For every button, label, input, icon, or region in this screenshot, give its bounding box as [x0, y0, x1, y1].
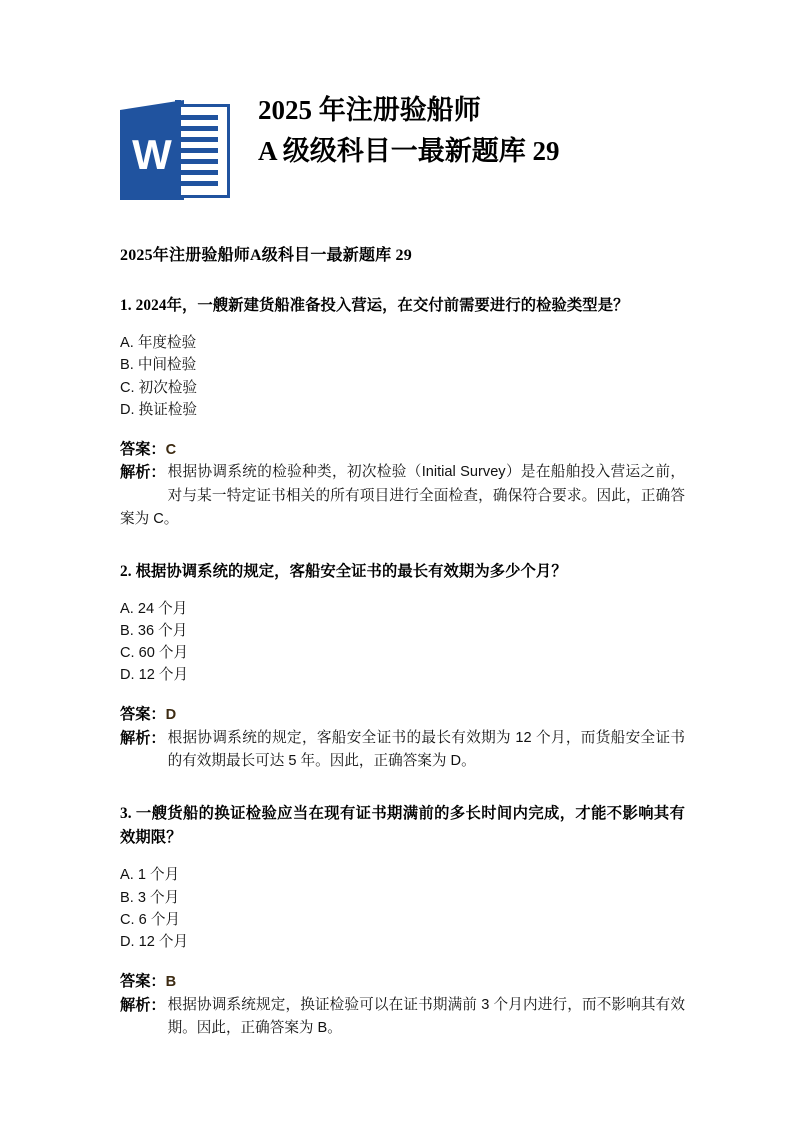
explanation-label: 解析：	[120, 996, 166, 1014]
option-list	[120, 598, 685, 687]
option-c[interactable]: C. 6 个月	[120, 911, 181, 928]
option-d[interactable]: D. 12 个月	[120, 933, 189, 950]
question-block	[120, 294, 685, 531]
title-line-1: 2025 年注册验船师	[258, 95, 481, 125]
option-list	[120, 332, 685, 421]
option-list	[120, 864, 685, 953]
explanation-text: 根据协调系统的规定，客船安全证书的最长有效期为 12 个月，而货船安全证书的有效期最长可达 5 年。因此，正确答案为 D。	[167, 730, 685, 770]
option-a[interactable]: A. 年度检验	[120, 335, 197, 352]
word-icon-page	[178, 104, 230, 198]
option-a[interactable]: A. 24 个月	[120, 600, 188, 617]
answer-block	[120, 703, 685, 773]
question-text: 1. 2024年，一艘新建货船准备投入营运，在交付前需要进行的检验类型是？	[120, 297, 629, 314]
document-title	[258, 88, 560, 172]
question-text: 3. 一艘货船的换证检验应当在现有证书期满前的多长时间内完成，才能不影响其有效期限？	[120, 805, 685, 847]
option-c[interactable]: C. 60 个月	[120, 645, 189, 662]
option-b[interactable]: B. 中间检验	[120, 357, 197, 374]
explanation-line	[120, 461, 685, 530]
answer-label: 答案：	[120, 440, 166, 458]
question-block	[120, 802, 685, 1040]
answer-line	[120, 438, 685, 462]
option-d[interactable]: D. 12 个月	[120, 667, 189, 684]
answer-block	[120, 970, 685, 1040]
document-body	[0, 242, 793, 1040]
explanation-label: 解析：	[120, 730, 166, 748]
answer-line	[120, 703, 685, 727]
explanation-text: 根据协调系统规定，换证检验可以在证书期满前 3 个月内进行，而不影响其有效期。因此，正确答案为 B。	[167, 996, 685, 1036]
answer-value: D	[165, 707, 177, 724]
title-line-2: A 级级科目一最新题库 29	[258, 136, 560, 167]
answer-value: B	[165, 974, 177, 991]
answer-value: C	[165, 441, 177, 458]
document-header	[0, 0, 793, 200]
answer-label: 答案：	[120, 706, 166, 724]
explanation-line	[120, 994, 685, 1040]
question-block	[120, 560, 685, 774]
question-text: 2. 根据协调系统的规定，客船安全证书的最长有效期为多少个月？	[120, 562, 567, 580]
answer-line	[120, 970, 685, 994]
explanation-label: 解析：	[120, 464, 166, 482]
word-document-icon	[120, 92, 232, 200]
option-b[interactable]: B. 36 个月	[120, 622, 188, 639]
option-d[interactable]: D. 换证检验	[120, 401, 198, 418]
option-c[interactable]: C. 初次检验	[120, 379, 198, 396]
answer-label: 答案：	[120, 973, 166, 991]
explanation-text: 根据协调系统的检验种类，初次检验（Initial Survey）是在船舶投入营运之前，对与某一特定证书相关的所有项目进行全面检查，确保符合要求。因此，正确答案为 C。	[120, 464, 685, 527]
option-b[interactable]: B. 3 个月	[120, 889, 180, 906]
explanation-line	[120, 727, 685, 773]
option-a[interactable]: A. 1 个月	[120, 867, 180, 884]
word-icon-letter: W	[132, 131, 172, 178]
document-subtitle: 2025年注册验船师A级科目一最新题库 29	[120, 247, 412, 264]
answer-block	[120, 438, 685, 531]
